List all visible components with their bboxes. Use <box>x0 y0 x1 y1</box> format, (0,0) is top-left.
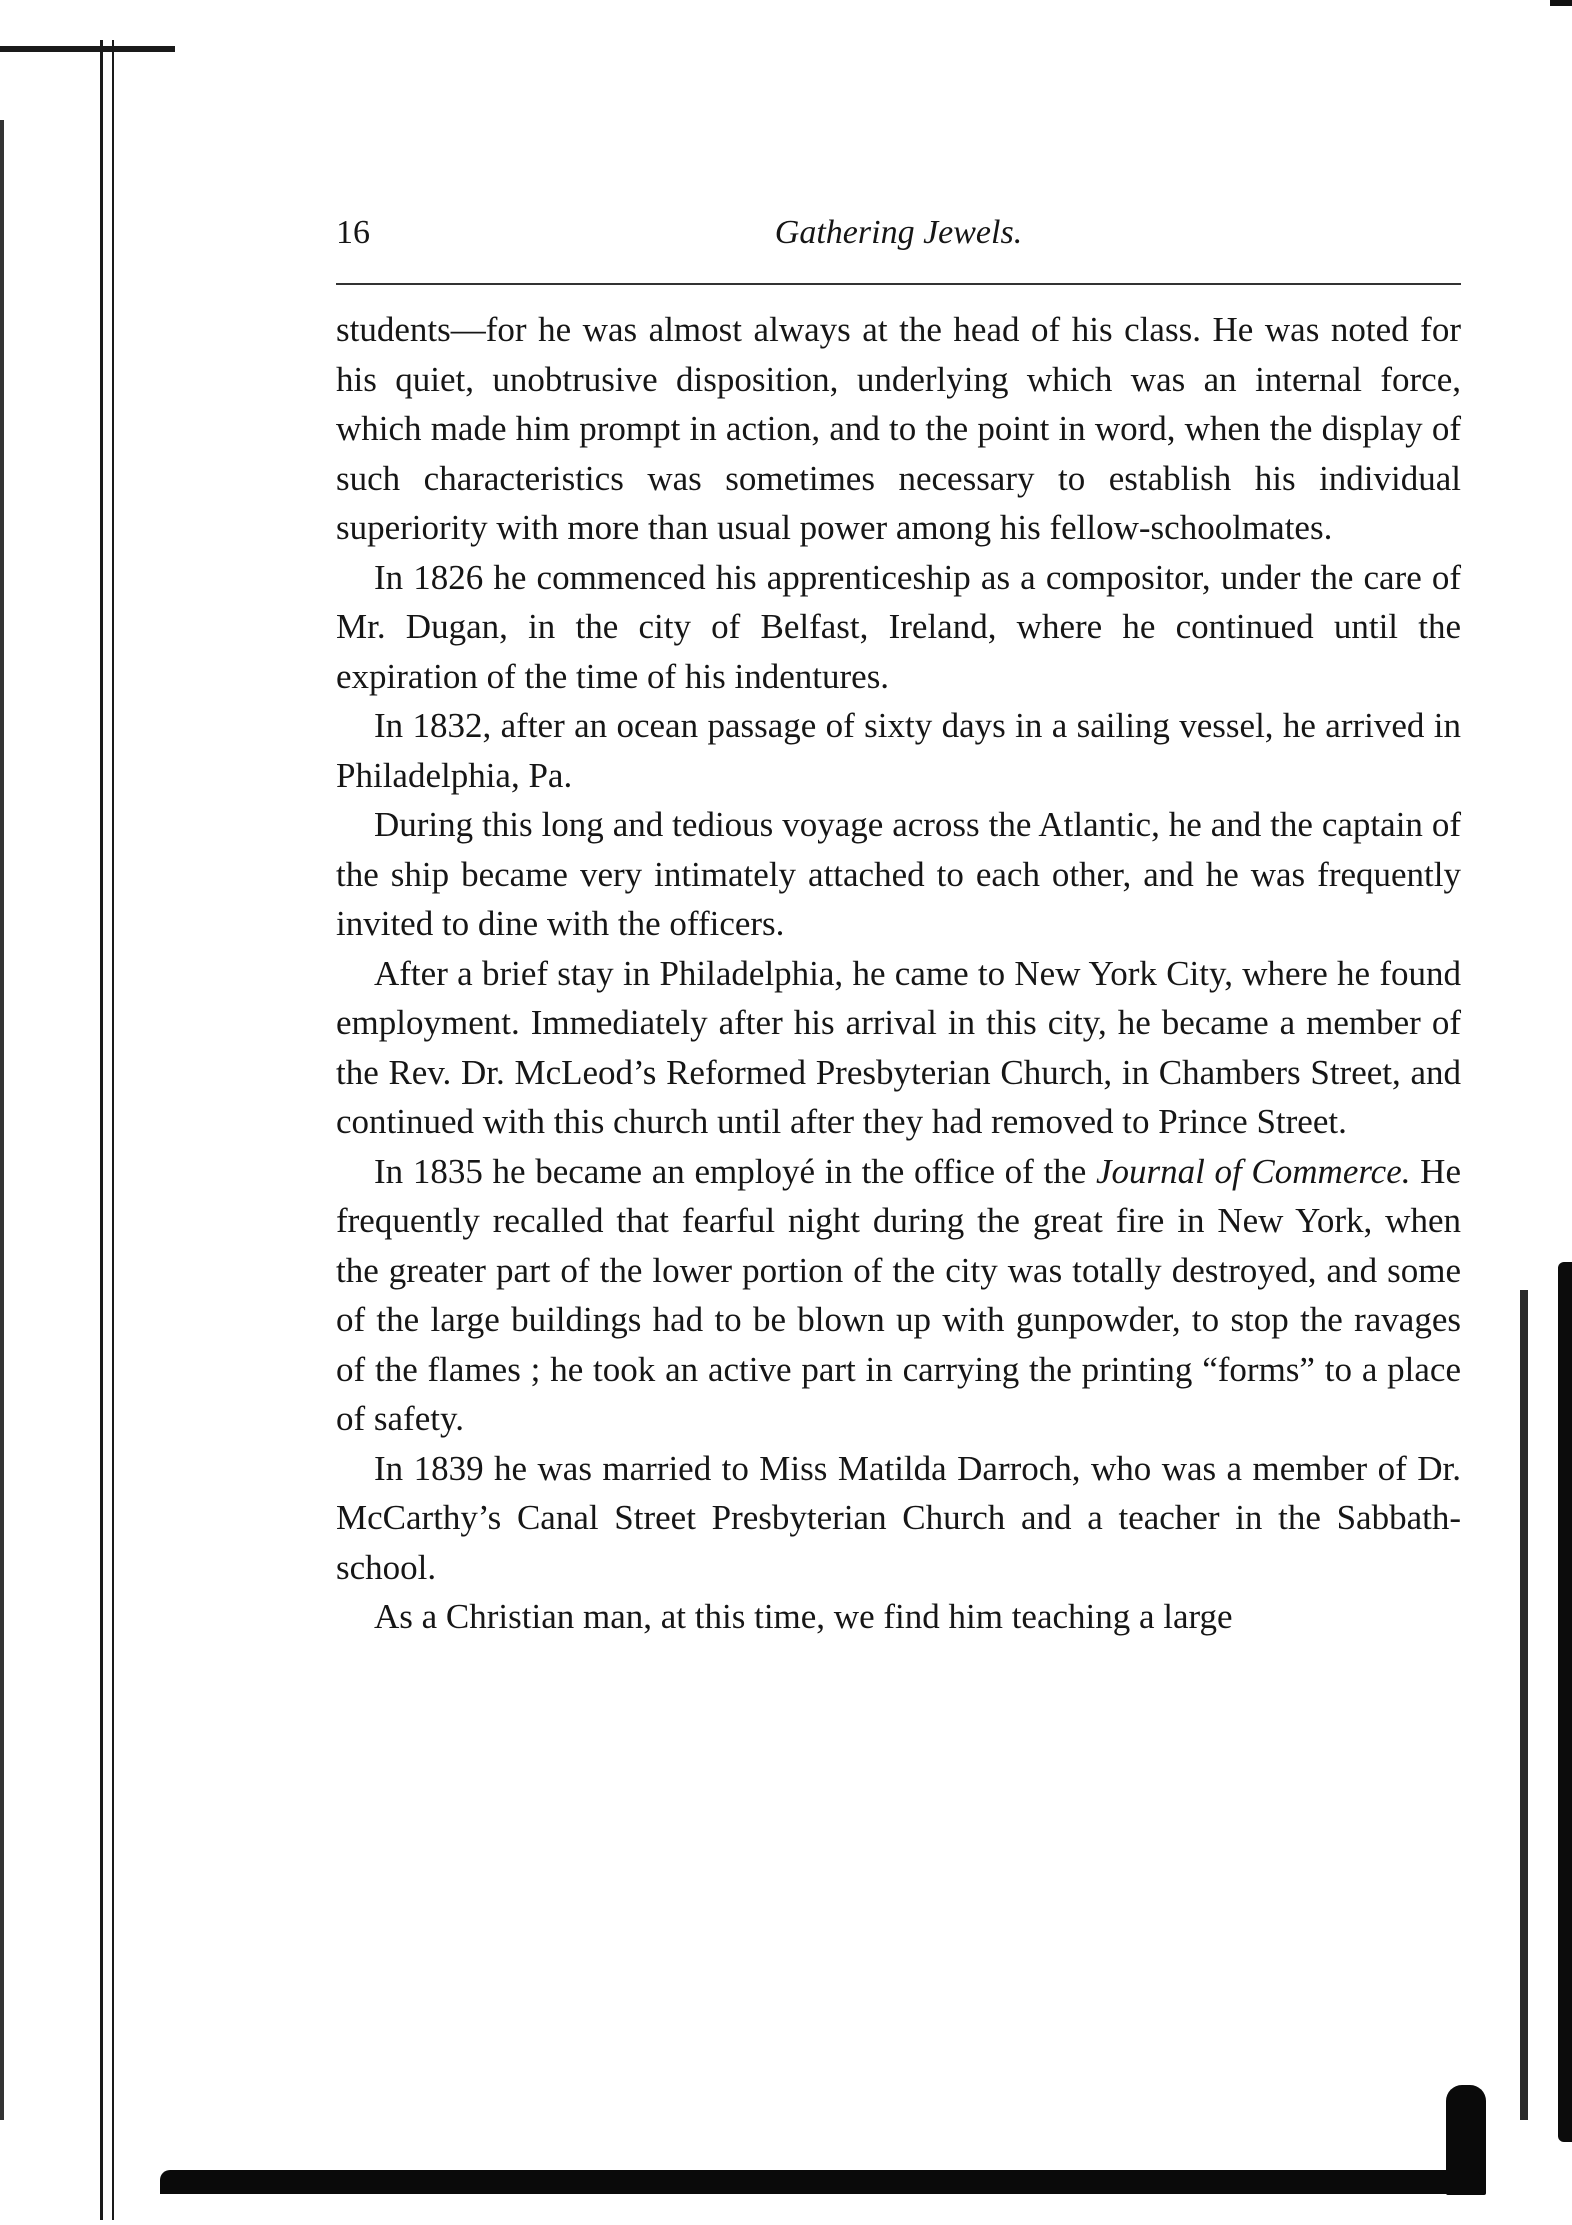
running-title: Gathering Jewels. <box>774 214 1023 251</box>
page-number: 16 <box>336 214 370 251</box>
paragraph-text: He frequently recalled that fearful night during the great fire in New York, when the greater part of the lower portion of the city was totally destroyed, and some of the large buildings had to be blown up with gunpowder, to stop the ravages of the flames ; he took an active part in carrying the printing “forms” to a place of safety. <box>336 1151 1461 1438</box>
page-edge-shadow <box>160 2170 1482 2194</box>
page-edge-line <box>112 40 114 2220</box>
running-head <box>336 214 1461 270</box>
paragraph-text: In 1835 he became an employé in the office of the <box>374 1151 1096 1191</box>
body-text <box>336 305 1461 1642</box>
paragraph: students—for he was almost always at the head of his class. He was noted for his quiet, unobtrusive disposition, underlying which was an internal force, which made him prompt in action, and to the point in word, when the display of such characteristics was sometimes necessary to establish his individual superiority with more than usual power among his fellow-schoolmates. <box>336 310 1461 547</box>
header-rule <box>336 283 1461 285</box>
paragraph: In 1826 he commenced his apprenticeship as a compositor, under the care of Mr. Dugan, in the city of Belfast, Ireland, where he continued until the expiration of the time of his indentures. <box>336 557 1461 696</box>
paragraph <box>336 1147 1461 1444</box>
paragraph: After a brief stay in Philadelphia, he came to New York City, where he found employment. Immediately after his arrival in this city, he became a member of the Rev. Dr. McLeod’s Reformed Presbyterian Church, in Chambers Street, and continued with this church until after they had removed to Prince Street. <box>336 953 1461 1141</box>
page-edge-line <box>0 120 4 2120</box>
paragraph: During this long and tedious voyage across the Atlantic, he and the captain of the ship became very intimately attached to each other, and he was frequently invited to dine with the officers. <box>336 805 1461 943</box>
paragraph: As a Christian man, at this time, we find him teaching a large <box>374 1597 1233 1636</box>
paragraph: In 1832, after an ocean passage of sixty days in a sailing vessel, he arrived in Philadelphia, Pa. <box>336 706 1461 795</box>
page-edge-line <box>0 46 175 52</box>
newspaper-title: Journal of Commerce. <box>1095 1151 1411 1191</box>
page-edge-line <box>100 40 103 2220</box>
page-edge-shadow <box>1558 1262 1572 2142</box>
corner-mark <box>1550 0 1572 6</box>
paragraph: In 1839 he was married to Miss Matilda Darroch, who was a member of Dr. McCarthy’s Canal Street Presbyterian Church and a teacher in the Sabbath-school. <box>336 1448 1461 1587</box>
page-edge-shadow <box>1520 1290 1528 2120</box>
